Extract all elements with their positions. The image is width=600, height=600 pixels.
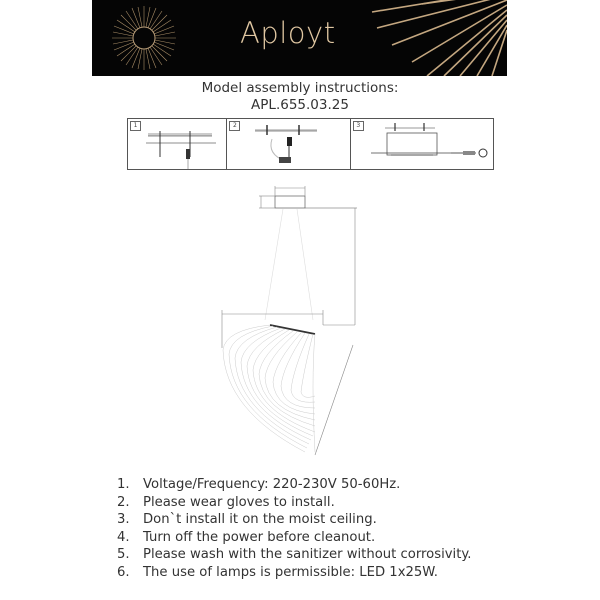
step-number: 3 [353,121,364,131]
mount-bracket-drill-icon [128,119,227,169]
step-number: 1 [130,121,141,131]
spec-item [117,546,472,564]
spec-text: Please wash with the sanitizer without corrosivity. [143,547,472,563]
brand-name: Aployt [240,16,336,50]
assembly-step-3 [351,119,493,169]
canopy-screw-fix-icon [351,119,494,169]
spec-item [117,494,472,512]
assembly-step-1 [128,119,227,169]
spec-number: 5. [117,547,130,563]
spec-number: 4. [117,529,130,545]
spec-item [117,529,472,547]
spec-text: Turn off the power before cleanout. [143,529,376,545]
spec-text: Please wear gloves to install. [143,494,335,510]
spec-text: Voltage/Frequency: 220-230V 50-60Hz. [143,477,401,492]
model-number: APL.655.03.25 [251,97,349,113]
spec-text: The use of lamps is permissible: LED 1x25W. [143,564,438,580]
spec-item [117,511,472,529]
assembly-steps [127,118,494,170]
spec-item [117,476,472,494]
assembly-step-2 [227,119,350,169]
spec-number: 1. [117,477,130,492]
document-title: Model assembly instructions: [201,80,399,96]
spec-number: 2. [117,494,130,510]
step-number: 2 [229,121,240,131]
pendant-lamp-dimension-drawing [215,180,385,460]
spec-text: Don`t install it on the moist ceiling. [143,512,377,528]
specifications-list [117,476,472,582]
wire-connection-icon [227,119,350,169]
spec-number: 6. [117,564,130,580]
spec-item [117,564,472,582]
spec-number: 3. [117,512,130,528]
sun-ring-icon [112,6,176,70]
brand-banner [92,0,507,76]
